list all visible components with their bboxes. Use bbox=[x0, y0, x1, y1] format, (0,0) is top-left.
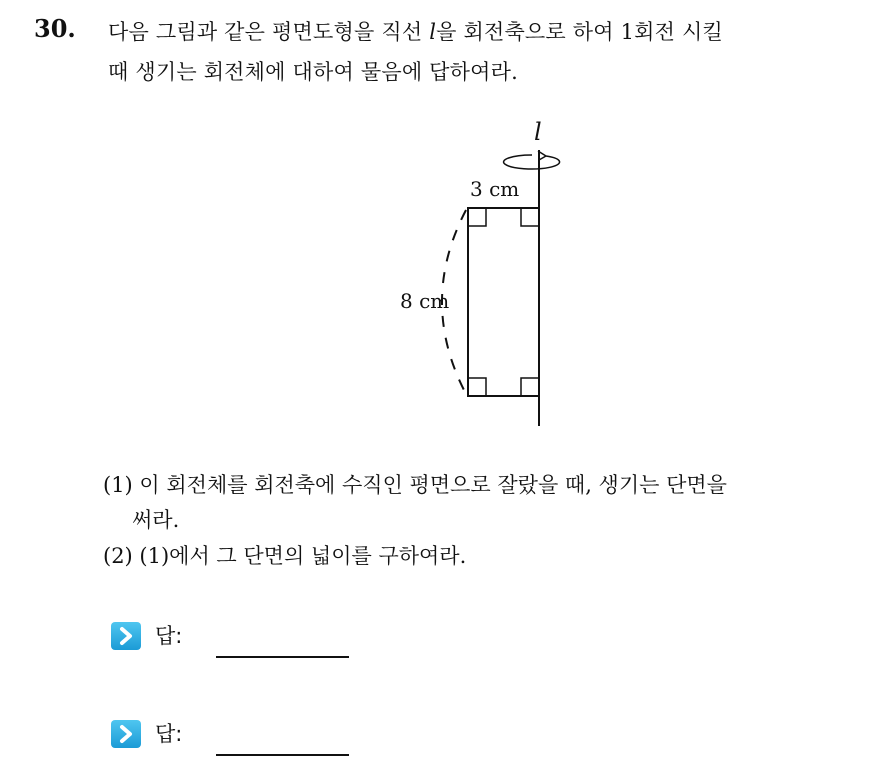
answer-row-1 bbox=[111, 620, 371, 660]
answer-row-2 bbox=[111, 718, 371, 758]
question-line-2: 때 생기는 회전체에 대하여 물음에 답하여라. bbox=[108, 60, 518, 84]
subquestion-1-line-2: 써라. bbox=[132, 508, 180, 532]
right-angle-mark-top-right bbox=[521, 208, 539, 226]
right-angle-mark-bottom-right bbox=[521, 378, 539, 396]
answer-label: 답: bbox=[155, 722, 183, 746]
answer-blank-1[interactable] bbox=[216, 656, 349, 658]
rotation-figure bbox=[380, 110, 580, 430]
chevron-right-icon bbox=[111, 622, 141, 650]
axis-label: l bbox=[534, 118, 542, 146]
right-angle-mark-bottom-left bbox=[468, 378, 486, 396]
subquestion-1-line-1: (1) 이 회전체를 회전축에 수직인 평면으로 잘랐을 때, 생기는 단면을 bbox=[103, 473, 727, 497]
answer-blank-2[interactable] bbox=[216, 754, 349, 756]
height-label: 8 cm bbox=[400, 289, 450, 313]
figure-svg bbox=[380, 110, 580, 430]
right-angle-mark-top-left bbox=[468, 208, 486, 226]
question-line-1 bbox=[108, 16, 723, 46]
rotation-arrow-icon bbox=[504, 155, 560, 169]
question-number: 30. bbox=[34, 14, 76, 43]
width-label: 3 cm bbox=[470, 177, 520, 201]
question-text-after-var: 을 회전축으로 하여 1회전 시킬 bbox=[436, 20, 724, 44]
variable-l: l bbox=[429, 20, 437, 44]
subquestion-2: (2) (1)에서 그 단면의 넓이를 구하여라. bbox=[103, 544, 467, 568]
answer-label: 답: bbox=[155, 624, 183, 648]
chevron-right-icon bbox=[111, 720, 141, 748]
rectangle-shape bbox=[468, 208, 539, 396]
question-text-before-var: 다음 그림과 같은 평면도형을 직선 bbox=[108, 20, 430, 44]
